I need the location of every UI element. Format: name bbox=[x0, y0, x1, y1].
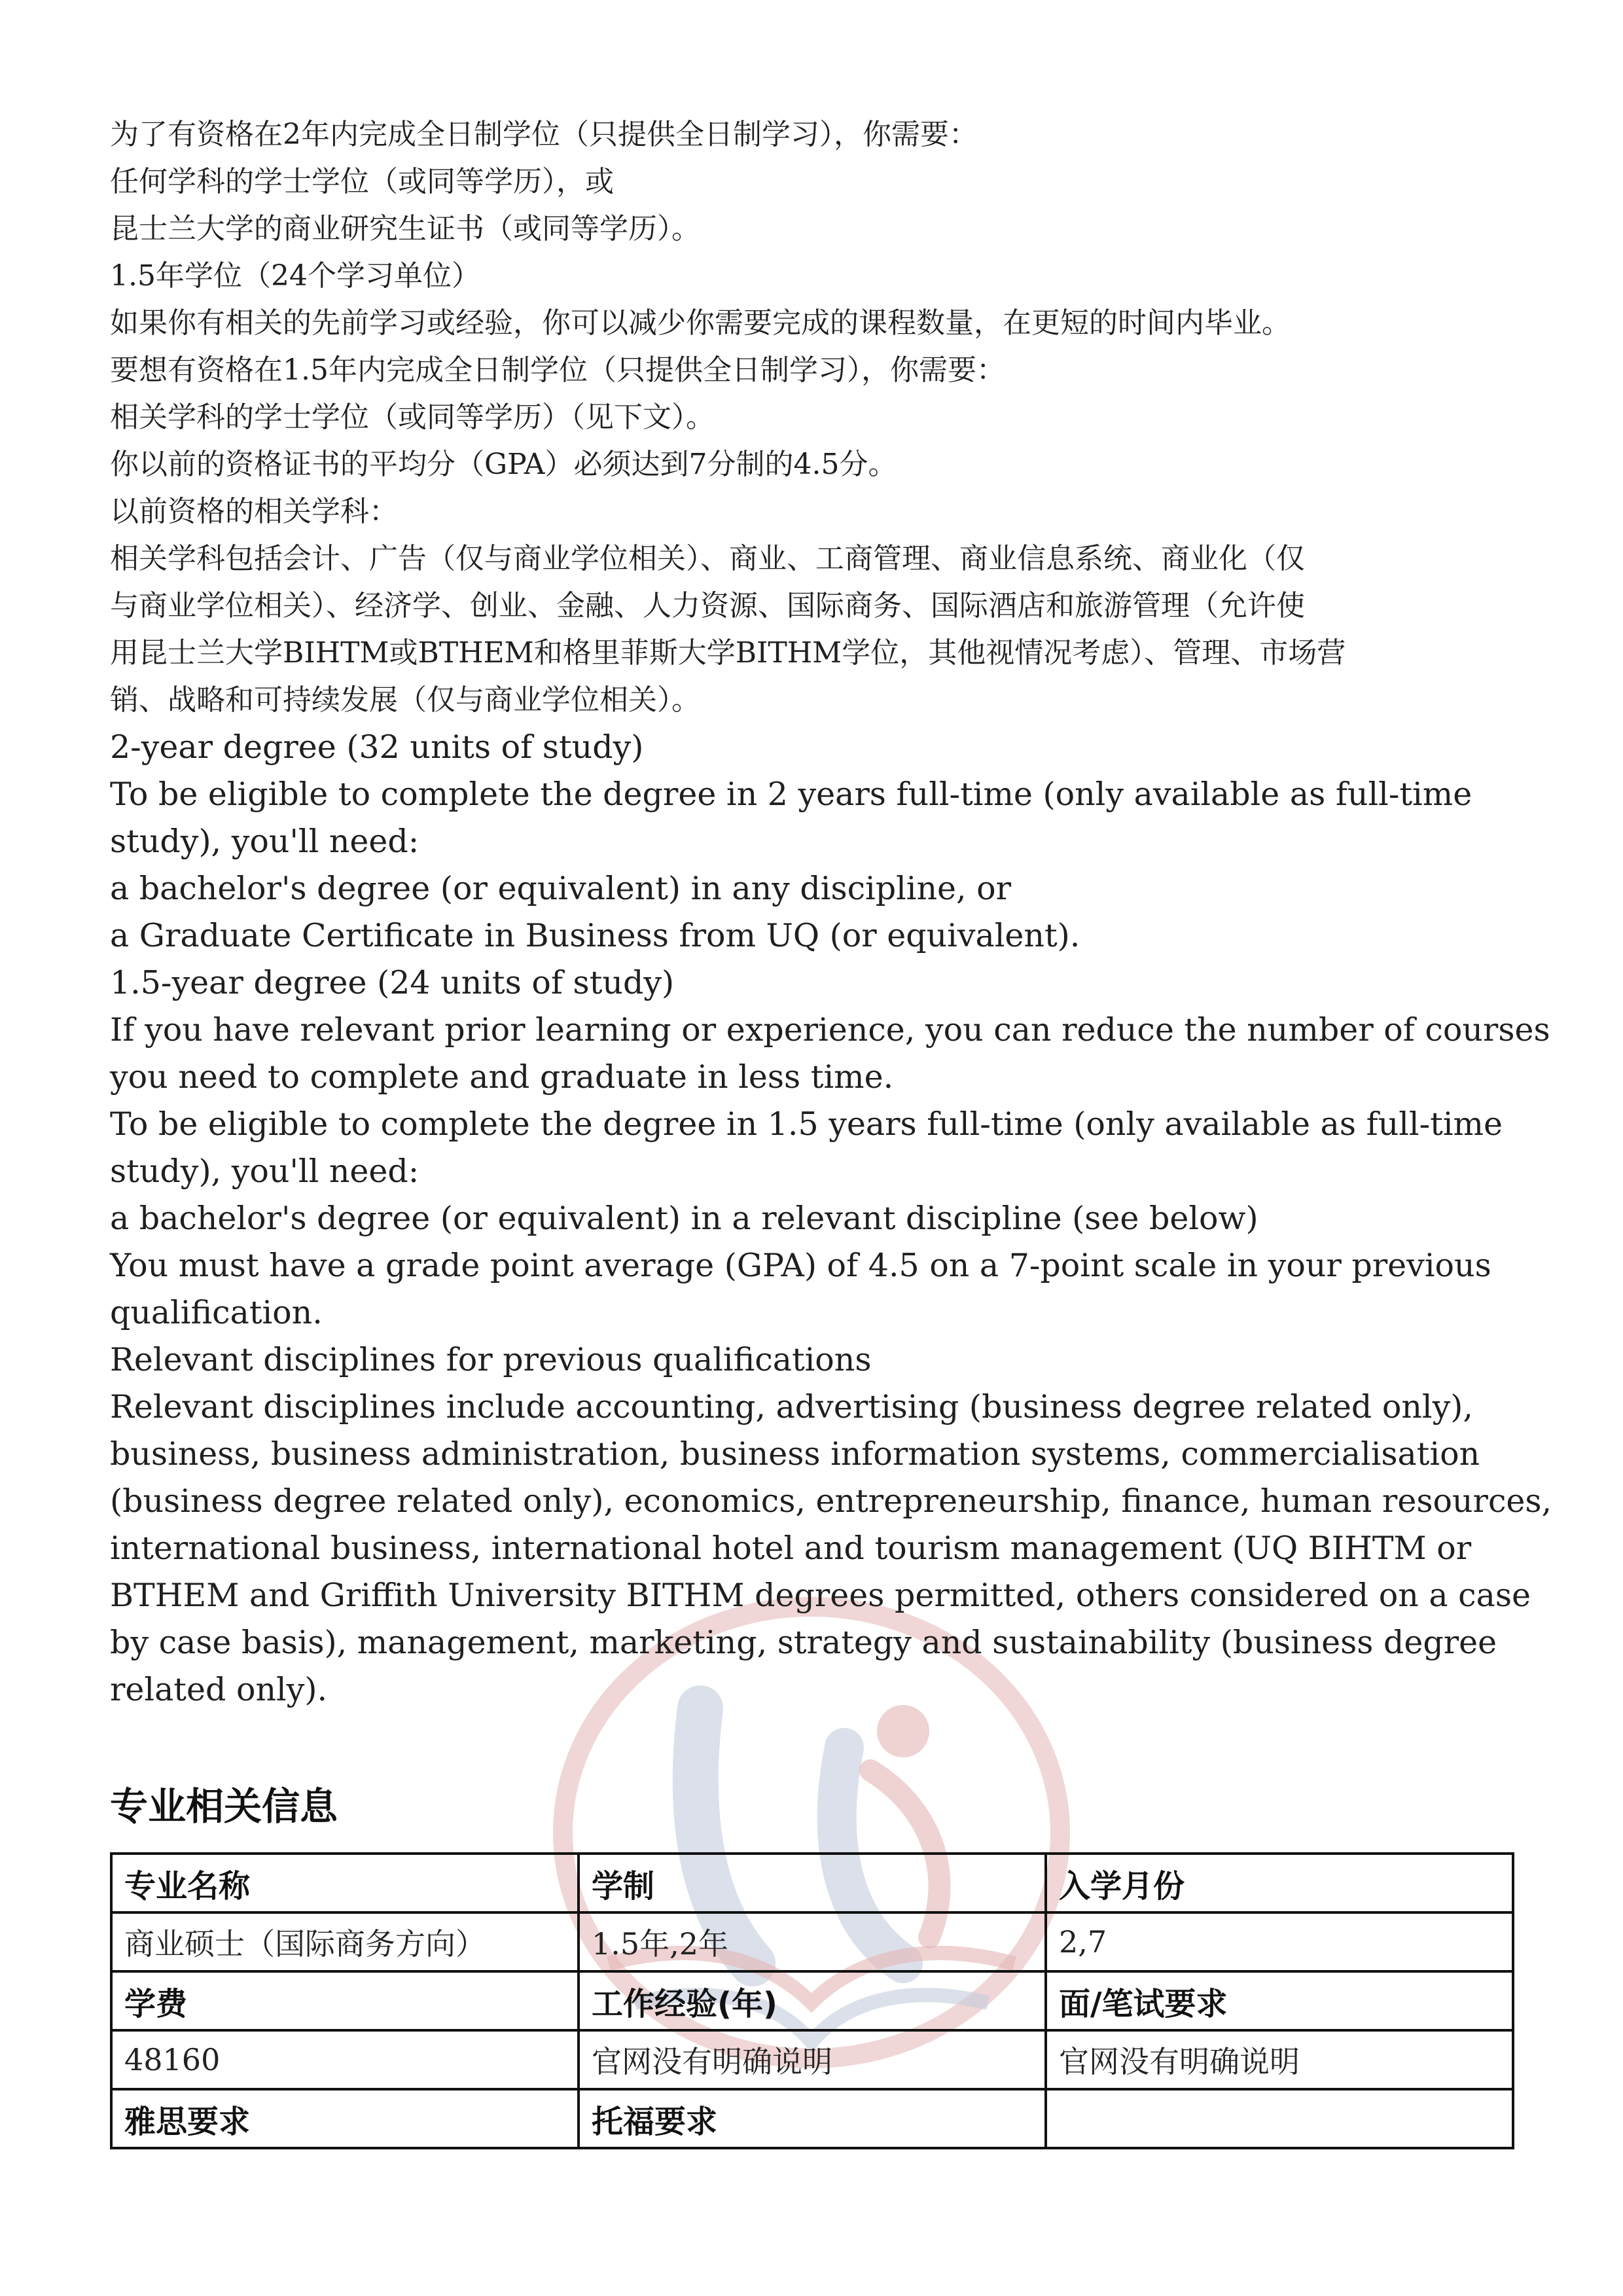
table-cell: 商业硕士（国际商务方向） bbox=[111, 1912, 579, 1971]
paragraph-line: business, business administration, business information systems, commercialisation bbox=[110, 1435, 1480, 1473]
table-cell: 48160 bbox=[111, 2030, 579, 2089]
paragraph-line: study), you'll need: bbox=[110, 1153, 419, 1190]
paragraph-line: 如果你有相关的先前学习或经验，你可以减少你需要完成的课程数量，在更短的时间内毕业。 bbox=[110, 306, 1291, 340]
table-cell: 1.5年,2年 bbox=[579, 1912, 1046, 1971]
paragraph-line: BTHEM and Griffith University BITHM degrees permitted, others considered on a case bbox=[110, 1577, 1531, 1614]
paragraph-line: To be eligible to complete the degree in 1.5 years full-time (only available as full-time bbox=[110, 1105, 1503, 1143]
paragraph-line: a bachelor's degree (or equivalent) in any discipline, or bbox=[110, 870, 1012, 907]
requirements-text bbox=[110, 111, 1552, 1713]
paragraph-line: 要想有资格在1.5年内完成全日制学位（只提供全日制学习），你需要： bbox=[110, 353, 1005, 387]
table-header-cell: 学费 bbox=[111, 1971, 579, 2030]
paragraph-line: international business, international hotel and tourism management (UQ BIHTM or bbox=[110, 1530, 1472, 1567]
paragraph-line: 相关学科的学士学位（或同等学历）（见下文）。 bbox=[110, 401, 715, 434]
paragraph-line: study), you'll need: bbox=[110, 823, 419, 860]
table-cell: 2,7 bbox=[1046, 1912, 1513, 1971]
paragraph-line: Relevant disciplines for previous qualifications bbox=[110, 1341, 872, 1378]
table-header-cell: 入学月份 bbox=[1046, 1854, 1513, 1912]
table-row bbox=[111, 1912, 1513, 1971]
paragraph-line: You must have a grade point average (GPA) of 4.5 on a 7-point scale in your previous bbox=[110, 1247, 1491, 1284]
paragraph-line: 为了有资格在2年内完成全日制学位（只提供全日制学习），你需要： bbox=[110, 118, 978, 151]
table-cell: 官网没有明确说明 bbox=[1046, 2030, 1513, 2089]
paragraph-line: 1.5-year degree (24 units of study) bbox=[110, 964, 675, 1001]
paragraph-line: 昆士兰大学的商业研究生证书（或同等学历）。 bbox=[110, 212, 700, 245]
table-header-cell: 托福要求 bbox=[579, 2089, 1046, 2148]
table-header-cell: 学制 bbox=[579, 1854, 1046, 1912]
paragraph-line: (business degree related only), economics, entrepreneurship, finance, human resources, bbox=[110, 1482, 1552, 1520]
paragraph-line: a Graduate Certificate in Business from UQ (or equivalent). bbox=[110, 917, 1080, 954]
table-header-cell: 雅思要求 bbox=[111, 2089, 579, 2148]
paragraph-line: 用昆士兰大学BIHTM或BTHEM和格里菲斯大学BITHM学位，其他视情况考虑）、管理、市场营 bbox=[110, 636, 1346, 670]
paragraph-line: If you have relevant prior learning or experience, you can reduce the number of courses bbox=[110, 1011, 1550, 1049]
paragraph-line: qualification. bbox=[110, 1294, 323, 1331]
table-row bbox=[111, 1971, 1513, 2030]
table-row bbox=[111, 2030, 1513, 2089]
paragraph-line: 1.5年学位（24个学习单位） bbox=[110, 259, 480, 293]
paragraph-line: Relevant disciplines include accounting, advertising (business degree related only), bbox=[110, 1388, 1473, 1426]
program-info-table bbox=[110, 1852, 1514, 2149]
paragraph-line: 以前资格的相关学科： bbox=[110, 495, 398, 528]
table-cell: 官网没有明确说明 bbox=[579, 2030, 1046, 2089]
paragraph-line: a bachelor's degree (or equivalent) in a relevant discipline (see below) bbox=[110, 1200, 1258, 1237]
paragraph-line: 相关学科包括会计、广告（仅与商业学位相关）、商业、工商管理、商业信息系统、商业化（仅 bbox=[110, 542, 1305, 575]
table-header-cell: 工作经验(年) bbox=[579, 1971, 1046, 2030]
paragraph-line: 你以前的资格证书的平均分（GPA）必须达到7分制的4.5分。 bbox=[110, 448, 897, 481]
table-header-cell: 专业名称 bbox=[111, 1854, 579, 1912]
table-row bbox=[111, 2089, 1513, 2148]
paragraph-line: 2-year degree (32 units of study) bbox=[110, 728, 644, 766]
paragraph-line: 销、战略和可持续发展（仅与商业学位相关）。 bbox=[110, 683, 700, 717]
table-header-cell: 面/笔试要求 bbox=[1046, 1971, 1513, 2030]
paragraph-line: related only). bbox=[110, 1671, 328, 1708]
table-row bbox=[111, 1854, 1513, 1912]
paragraph-line: 与商业学位相关）、经济学、创业、金融、人力资源、国际商务、国际酒店和旅游管理（允许使 bbox=[110, 589, 1305, 622]
paragraph-line: by case basis), management, marketing, strategy and sustainability (business degree bbox=[110, 1624, 1497, 1661]
paragraph-line: 任何学科的学士学位（或同等学历），或 bbox=[110, 165, 614, 198]
paragraph-line: you need to complete and graduate in less time. bbox=[110, 1058, 894, 1096]
paragraph-line: To be eligible to complete the degree in 2 years full-time (only available as full-time bbox=[110, 776, 1472, 813]
table-header-cell bbox=[1046, 2089, 1513, 2148]
section-title: 专业相关信息 bbox=[110, 1784, 338, 1829]
